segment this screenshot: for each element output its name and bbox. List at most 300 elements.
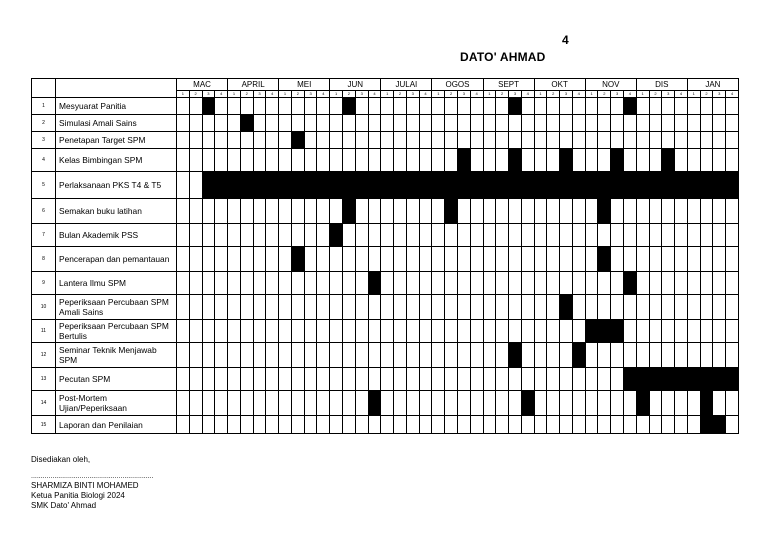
week-cell: [228, 132, 241, 149]
week-cell: [406, 115, 419, 132]
week-header: 4: [266, 91, 279, 98]
week-cell: [266, 368, 279, 391]
week-cell: [585, 247, 598, 272]
week-cell: [572, 98, 585, 115]
month-header: APRIL: [228, 79, 279, 91]
week-cell: [381, 416, 394, 434]
week-cell: [598, 132, 611, 149]
activity-number: 14: [32, 391, 56, 416]
scheduled-week-cell: [355, 172, 368, 199]
week-cell: [649, 320, 662, 343]
week-cell: [649, 295, 662, 320]
scheduled-week-cell: [266, 172, 279, 199]
week-cell: [598, 368, 611, 391]
week-cell: [687, 320, 700, 343]
week-cell: [598, 416, 611, 434]
week-cell: [623, 391, 636, 416]
week-cell: [381, 224, 394, 247]
week-cell: [330, 295, 343, 320]
week-cell: [279, 416, 292, 434]
week-cell: [726, 247, 739, 272]
week-cell: [585, 391, 598, 416]
week-cell: [177, 368, 190, 391]
week-cell: [355, 295, 368, 320]
week-cell: [636, 132, 649, 149]
activity-name: Post-Mortem Ujian/Peperiksaan: [56, 391, 177, 416]
week-cell: [636, 320, 649, 343]
week-cell: [598, 343, 611, 368]
week-cell: [509, 115, 522, 132]
activity-row: [32, 199, 739, 224]
week-cell: [189, 115, 202, 132]
week-cell: [700, 115, 713, 132]
week-cell: [189, 343, 202, 368]
week-cell: [368, 132, 381, 149]
week-cell: [317, 295, 330, 320]
week-cell: [240, 247, 253, 272]
week-cell: [547, 343, 560, 368]
week-cell: [572, 247, 585, 272]
week-cell: [189, 172, 202, 199]
week-cell: [700, 132, 713, 149]
week-cell: [496, 224, 509, 247]
week-header: 2: [598, 91, 611, 98]
scheduled-week-cell: [687, 172, 700, 199]
week-cell: [534, 224, 547, 247]
week-cell: [457, 132, 470, 149]
week-cell: [572, 320, 585, 343]
week-cell: [445, 272, 458, 295]
week-cell: [521, 272, 534, 295]
week-header: 2: [649, 91, 662, 98]
week-cell: [470, 149, 483, 172]
scheduled-week-cell: [483, 172, 496, 199]
week-cell: [406, 272, 419, 295]
week-cell: [636, 343, 649, 368]
week-cell: [713, 391, 726, 416]
week-cell: [240, 391, 253, 416]
week-cell: [419, 115, 432, 132]
week-header: 1: [381, 91, 394, 98]
week-cell: [675, 272, 688, 295]
week-header: 3: [406, 91, 419, 98]
week-header: 3: [662, 91, 675, 98]
week-cell: [636, 224, 649, 247]
scheduled-week-cell: [279, 172, 292, 199]
week-cell: [623, 149, 636, 172]
week-cell: [457, 224, 470, 247]
activity-number: 2: [32, 115, 56, 132]
activity-number: 7: [32, 224, 56, 247]
week-cell: [483, 295, 496, 320]
week-cell: [726, 320, 739, 343]
week-cell: [432, 416, 445, 434]
week-cell: [253, 416, 266, 434]
scheduled-week-cell: [368, 172, 381, 199]
week-cell: [534, 115, 547, 132]
week-cell: [266, 391, 279, 416]
week-cell: [419, 320, 432, 343]
week-cell: [726, 272, 739, 295]
week-cell: [623, 224, 636, 247]
week-cell: [368, 320, 381, 343]
week-cell: [675, 149, 688, 172]
week-cell: [585, 132, 598, 149]
week-cell: [419, 343, 432, 368]
week-cell: [598, 272, 611, 295]
week-cell: [534, 132, 547, 149]
week-cell: [713, 98, 726, 115]
week-cell: [177, 115, 190, 132]
week-cell: [215, 115, 228, 132]
scheduled-week-cell: [572, 343, 585, 368]
week-cell: [368, 416, 381, 434]
week-cell: [496, 295, 509, 320]
week-cell: [406, 368, 419, 391]
week-header: 2: [700, 91, 713, 98]
preparer-name: SHARMIZA BINTI MOHAMED: [31, 481, 139, 490]
week-cell: [675, 98, 688, 115]
week-cell: [368, 98, 381, 115]
week-cell: [240, 320, 253, 343]
week-cell: [266, 115, 279, 132]
week-cell: [649, 272, 662, 295]
week-cell: [228, 115, 241, 132]
week-cell: [675, 391, 688, 416]
activity-row: [32, 343, 739, 368]
activity-name: Pencerapan dan pemantauan: [56, 247, 177, 272]
week-cell: [189, 199, 202, 224]
week-cell: [394, 149, 407, 172]
week-cell: [547, 149, 560, 172]
week-cell: [343, 320, 356, 343]
week-cell: [470, 368, 483, 391]
week-cell: [368, 149, 381, 172]
week-cell: [330, 199, 343, 224]
week-cell: [253, 199, 266, 224]
week-cell: [406, 416, 419, 434]
week-cell: [509, 132, 522, 149]
prepared-by-block: [31, 455, 154, 511]
week-cell: [509, 368, 522, 391]
week-cell: [330, 149, 343, 172]
scheduled-week-cell: [636, 368, 649, 391]
week-cell: [432, 368, 445, 391]
week-cell: [215, 343, 228, 368]
week-cell: [521, 199, 534, 224]
week-cell: [343, 247, 356, 272]
week-header: 3: [560, 91, 573, 98]
week-cell: [291, 98, 304, 115]
week-cell: [547, 391, 560, 416]
week-cell: [266, 132, 279, 149]
week-cell: [547, 368, 560, 391]
month-header: DIS: [636, 79, 687, 91]
week-cell: [534, 98, 547, 115]
week-cell: [662, 272, 675, 295]
scheduled-week-cell: [330, 224, 343, 247]
week-header: 3: [202, 91, 215, 98]
week-cell: [279, 149, 292, 172]
week-cell: [470, 247, 483, 272]
week-cell: [713, 149, 726, 172]
week-cell: [483, 199, 496, 224]
week-cell: [279, 98, 292, 115]
scheduled-week-cell: [291, 247, 304, 272]
week-cell: [215, 272, 228, 295]
week-cell: [304, 272, 317, 295]
week-cell: [521, 115, 534, 132]
week-cell: [496, 368, 509, 391]
week-cell: [585, 416, 598, 434]
week-header: 4: [419, 91, 432, 98]
week-cell: [406, 132, 419, 149]
week-cell: [496, 343, 509, 368]
week-cell: [726, 295, 739, 320]
week-cell: [572, 115, 585, 132]
scheduled-week-cell: [368, 272, 381, 295]
week-cell: [304, 247, 317, 272]
week-cell: [368, 199, 381, 224]
week-cell: [496, 416, 509, 434]
week-header: 1: [432, 91, 445, 98]
week-cell: [291, 149, 304, 172]
week-cell: [330, 98, 343, 115]
week-header: 3: [611, 91, 624, 98]
week-cell: [355, 391, 368, 416]
week-cell: [687, 247, 700, 272]
week-cell: [560, 416, 573, 434]
week-cell: [700, 295, 713, 320]
week-cell: [368, 224, 381, 247]
scheduled-week-cell: [457, 172, 470, 199]
week-cell: [521, 224, 534, 247]
week-cell: [521, 247, 534, 272]
week-cell: [343, 224, 356, 247]
week-cell: [726, 343, 739, 368]
week-cell: [304, 132, 317, 149]
week-cell: [419, 132, 432, 149]
week-cell: [675, 343, 688, 368]
week-cell: [560, 132, 573, 149]
week-cell: [368, 115, 381, 132]
week-cell: [394, 115, 407, 132]
week-cell: [240, 343, 253, 368]
week-cell: [419, 247, 432, 272]
week-cell: [291, 224, 304, 247]
week-cell: [662, 295, 675, 320]
week-cell: [240, 149, 253, 172]
scheduled-week-cell: [636, 172, 649, 199]
week-cell: [266, 224, 279, 247]
month-header: JULAI: [381, 79, 432, 91]
week-cell: [611, 343, 624, 368]
activity-row: [32, 132, 739, 149]
week-cell: [675, 199, 688, 224]
week-cell: [636, 247, 649, 272]
activity-row: [32, 272, 739, 295]
week-cell: [483, 149, 496, 172]
week-cell: [355, 199, 368, 224]
week-cell: [572, 391, 585, 416]
week-cell: [713, 272, 726, 295]
week-cell: [687, 98, 700, 115]
week-cell: [445, 98, 458, 115]
week-cell: [419, 224, 432, 247]
week-cell: [611, 247, 624, 272]
week-cell: [215, 149, 228, 172]
week-cell: [662, 343, 675, 368]
activity-name: Seminar Teknik Menjawab SPM: [56, 343, 177, 368]
week-cell: [202, 343, 215, 368]
week-cell: [726, 391, 739, 416]
week-cell: [534, 368, 547, 391]
week-cell: [228, 272, 241, 295]
week-cell: [240, 295, 253, 320]
school-title: DATO' AHMAD: [460, 50, 546, 64]
week-cell: [611, 132, 624, 149]
week-cell: [304, 295, 317, 320]
week-cell: [317, 115, 330, 132]
week-cell: [521, 320, 534, 343]
week-cell: [457, 295, 470, 320]
week-cell: [496, 199, 509, 224]
week-cell: [534, 199, 547, 224]
week-cell: [687, 224, 700, 247]
week-cell: [623, 416, 636, 434]
week-cell: [419, 98, 432, 115]
week-cell: [521, 132, 534, 149]
activity-row: [32, 149, 739, 172]
week-cell: [470, 295, 483, 320]
week-cell: [304, 149, 317, 172]
week-cell: [304, 343, 317, 368]
week-cell: [432, 132, 445, 149]
week-cell: [317, 224, 330, 247]
week-header: 1: [687, 91, 700, 98]
week-cell: [560, 115, 573, 132]
week-cell: [355, 272, 368, 295]
activity-name: Mesyuarat Panitia: [56, 98, 177, 115]
week-cell: [687, 272, 700, 295]
week-cell: [317, 132, 330, 149]
week-cell: [649, 391, 662, 416]
week-cell: [406, 199, 419, 224]
scheduled-week-cell: [700, 368, 713, 391]
week-cell: [521, 368, 534, 391]
week-cell: [177, 172, 190, 199]
scheduled-week-cell: [330, 172, 343, 199]
week-cell: [611, 295, 624, 320]
scheduled-week-cell: [623, 172, 636, 199]
week-cell: [521, 98, 534, 115]
week-cell: [330, 368, 343, 391]
week-cell: [432, 343, 445, 368]
week-cell: [419, 391, 432, 416]
week-cell: [279, 224, 292, 247]
week-cell: [726, 132, 739, 149]
week-cell: [675, 320, 688, 343]
week-cell: [304, 368, 317, 391]
week-cell: [279, 247, 292, 272]
week-cell: [266, 320, 279, 343]
week-cell: [649, 199, 662, 224]
scheduled-week-cell: [509, 343, 522, 368]
week-cell: [279, 320, 292, 343]
week-cell: [509, 272, 522, 295]
week-header: 1: [177, 91, 190, 98]
scheduled-week-cell: [470, 172, 483, 199]
month-header: OGOS: [432, 79, 483, 91]
scheduled-week-cell: [291, 132, 304, 149]
week-cell: [419, 295, 432, 320]
week-cell: [598, 115, 611, 132]
week-cell: [177, 272, 190, 295]
week-cell: [432, 115, 445, 132]
week-cell: [560, 343, 573, 368]
week-cell: [202, 115, 215, 132]
activity-name: Penetapan Target SPM: [56, 132, 177, 149]
week-cell: [700, 224, 713, 247]
week-cell: [700, 320, 713, 343]
week-cell: [496, 98, 509, 115]
week-cell: [700, 247, 713, 272]
week-cell: [713, 224, 726, 247]
week-header: 2: [291, 91, 304, 98]
scheduled-week-cell: [432, 172, 445, 199]
activity-row: [32, 224, 739, 247]
week-cell: [598, 224, 611, 247]
week-cell: [228, 295, 241, 320]
activity-row: [32, 368, 739, 391]
week-cell: [279, 115, 292, 132]
week-cell: [470, 132, 483, 149]
week-header: 1: [585, 91, 598, 98]
scheduled-week-cell: [687, 368, 700, 391]
week-cell: [228, 343, 241, 368]
week-cell: [445, 391, 458, 416]
week-cell: [547, 115, 560, 132]
activity-name: Perlaksanaan PKS T4 & T5: [56, 172, 177, 199]
week-cell: [266, 272, 279, 295]
week-header: 4: [470, 91, 483, 98]
week-cell: [675, 115, 688, 132]
week-cell: [355, 115, 368, 132]
scheduled-week-cell: [304, 172, 317, 199]
week-cell: [189, 149, 202, 172]
week-cell: [355, 224, 368, 247]
week-cell: [202, 149, 215, 172]
week-cell: [521, 295, 534, 320]
scheduled-week-cell: [726, 368, 739, 391]
scheduled-week-cell: [215, 172, 228, 199]
week-cell: [202, 320, 215, 343]
scheduled-week-cell: [368, 391, 381, 416]
week-cell: [228, 149, 241, 172]
week-cell: [509, 199, 522, 224]
week-cell: [687, 416, 700, 434]
week-cell: [509, 247, 522, 272]
month-header: MAC: [177, 79, 228, 91]
scheduled-week-cell: [560, 149, 573, 172]
activity-header: [56, 79, 177, 98]
activity-row: [32, 247, 739, 272]
week-cell: [623, 115, 636, 132]
week-header: 2: [394, 91, 407, 98]
week-cell: [304, 416, 317, 434]
week-cell: [304, 199, 317, 224]
week-cell: [406, 224, 419, 247]
